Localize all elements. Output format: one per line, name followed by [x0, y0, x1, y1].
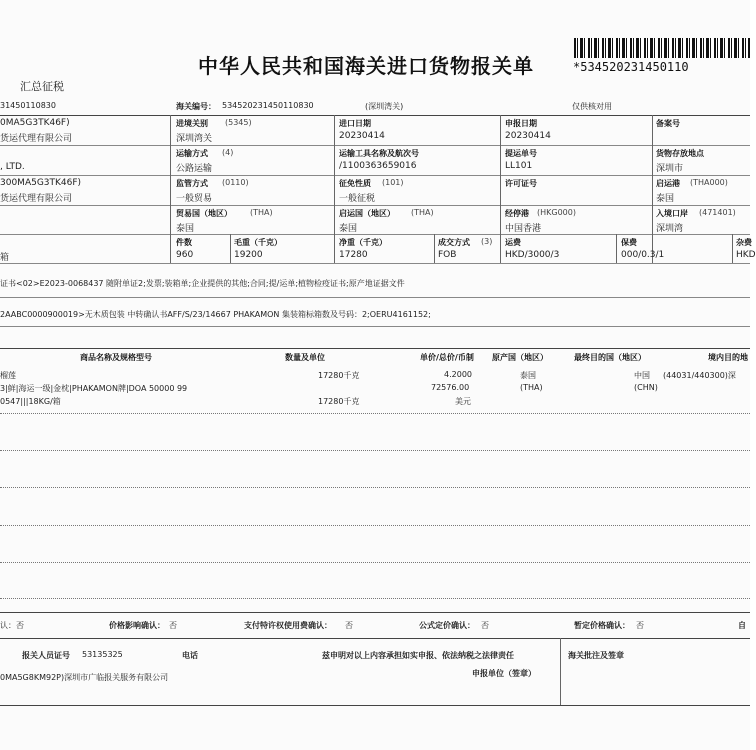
entry-port-value: 深圳湾关 [176, 134, 213, 144]
via-port-code: (HKG000) [537, 208, 576, 217]
grid-line [0, 348, 750, 349]
special-relation-confirm: 认：否 [0, 621, 24, 630]
pre-entry-number: 31450110830 [0, 101, 56, 110]
grid-line [230, 234, 231, 263]
origin-country-value: 泰国 [339, 224, 358, 234]
departure-port-label: 启运港 [656, 179, 680, 188]
transport-mode-value: 公路运输 [176, 164, 213, 174]
trade-country-value: 泰国 [176, 224, 195, 234]
provisional-price-value: 否 [636, 621, 644, 630]
entry-border-label: 入境口岸 [656, 209, 688, 218]
goods-destination-code: (CHN) [634, 383, 658, 392]
levy-nature-value: 一般征税 [339, 194, 376, 204]
goods-header-name: 商品名称及规格型号 [80, 353, 152, 362]
verify-only-note: 仅供核对用 [572, 102, 612, 111]
attached-documents: 证书<02>E2023-0068437 随附单证2;发票;装箱单;企业提供的其他;合同;提/运单;植物检疫证书;原产地证据文件 [0, 279, 405, 288]
departure-port-value: 泰国 [656, 194, 675, 204]
goods-destination: 中国 [634, 371, 650, 380]
liability-statement: 兹申明对以上内容承担如实申报、依法纳税之法律责任 [322, 651, 514, 660]
price-impact-label: 价格影响确认： [109, 621, 165, 630]
via-port-value: 中国香港 [505, 224, 542, 234]
grid-line [334, 115, 335, 263]
goods-currency: 美元 [455, 397, 471, 406]
grid-line [0, 297, 750, 298]
net-weight-value: 17280 [339, 250, 368, 260]
goods-header-domestic: 境内目的地 [708, 353, 748, 362]
grid-line [732, 234, 733, 263]
grid-line [0, 145, 750, 146]
misc-fee-value: HKD [736, 250, 756, 260]
declarant-no-value: 53135325 [82, 650, 123, 659]
origin-country-label: 启运国（地区） [339, 209, 395, 218]
gross-weight-label: 毛重（千克） [234, 238, 282, 247]
insurance-value: 000/0.3/1 [621, 250, 665, 260]
gross-weight-value: 19200 [234, 250, 263, 260]
self-report-label: 自 [738, 621, 746, 630]
item-separator [0, 598, 750, 599]
consignee-name: 货运代理有限公司 [0, 134, 73, 144]
formula-price-value: 否 [481, 621, 489, 630]
marks-remarks: 2AABC0000900019>无木质包装 中转确认书AFF/S/23/14667 PHAKAMON 集装箱标箱数及号码：2;OERU4161152; [0, 310, 431, 319]
customs-number-label: 海关编号： [176, 102, 216, 111]
consignor-name: , LTD. [0, 162, 25, 172]
goods-header-price: 单价/总价/币制 [420, 353, 474, 362]
goods-domestic-destination: (44031/440300)深 [663, 371, 736, 380]
item-separator [0, 413, 750, 414]
goods-spec-line-1: 3|鲜|海运一级|金枕|PHAKAMON牌|DOA 50000 99 [0, 384, 188, 393]
consignee-code: 0MA5G3TK46F) [0, 118, 70, 128]
consumer-code: 300MA5G3TK46F) [0, 178, 82, 188]
freight-value: HKD/3000/3 [505, 250, 560, 260]
goods-unit-price: 4.2000 [444, 370, 472, 379]
provisional-price-label: 暂定价格确认： [574, 621, 630, 630]
vehicle-label: 运输工具名称及航次号 [339, 149, 419, 158]
transport-mode-code: (4) [222, 148, 234, 157]
declarant-no-label: 报关人员证号 [22, 651, 70, 660]
insurance-label: 保费 [621, 238, 637, 247]
pieces-label: 件数 [176, 238, 192, 247]
consumer-name: 货运代理有限公司 [0, 194, 73, 204]
goods-header-origin: 原产国（地区） [492, 353, 548, 362]
supervision-value: 一般贸易 [176, 194, 213, 204]
formula-price-label: 公式定价确认： [419, 621, 475, 630]
grid-line [0, 205, 750, 206]
license-no-label: 许可证号 [505, 179, 537, 188]
entry-border-code: (471401) [699, 208, 736, 217]
goods-total-price: 72576.00 [431, 383, 470, 392]
entry-border-value: 深圳湾 [656, 224, 684, 234]
item-separator [0, 450, 750, 451]
via-port-label: 经停港 [505, 209, 529, 218]
item-separator [0, 562, 750, 563]
goods-origin: 泰国 [520, 371, 536, 380]
grid-line [0, 263, 750, 264]
grid-line [500, 115, 501, 263]
levy-nature-code: (101) [382, 178, 404, 187]
import-date-value: 20230414 [339, 131, 385, 141]
price-impact-value: 否 [169, 621, 177, 630]
goods-origin-code: (THA) [520, 383, 543, 392]
grid-line [0, 705, 750, 706]
item-separator [0, 487, 750, 488]
goods-header-qty: 数量及单位 [285, 353, 325, 362]
form-title: 中华人民共和国海关进口货物报关单 [198, 54, 534, 78]
grid-line [0, 326, 750, 327]
collect-tax-label: 汇总征税 [20, 80, 64, 93]
levy-nature-label: 征免性质 [339, 179, 371, 188]
goods-name: 榴莲 [0, 371, 16, 380]
import-date-label: 进口日期 [339, 119, 371, 128]
item-separator [0, 525, 750, 526]
origin-country-code: (THA) [411, 208, 434, 217]
royalty-value: 否 [345, 621, 353, 630]
grid-line [434, 234, 435, 263]
grid-line [616, 234, 617, 263]
record-no-label: 备案号 [656, 119, 680, 128]
goods-header-dest: 最终目的国（地区） [574, 353, 646, 362]
departure-port-code: (THA000) [690, 178, 728, 187]
supervision-code: (0110) [222, 178, 249, 187]
storage-place-label: 货物存放地点 [656, 149, 704, 158]
grid-line [170, 234, 171, 263]
trade-country-label: 贸易国（地区） [176, 209, 232, 218]
customs-number: 534520231450110830 [222, 101, 314, 110]
barcode-image [574, 38, 750, 58]
deal-mode-label: 成交方式 [438, 238, 470, 247]
declare-unit-seal-label: 申报单位（签章） [472, 669, 536, 678]
serial-number: *534520231450110 [573, 60, 689, 74]
pack-type: 箱 [0, 253, 10, 263]
bill-no-label: 提运单号 [505, 149, 537, 158]
goods-qty-1: 17280千克 [318, 371, 360, 380]
goods-qty-2: 17280千克 [318, 397, 360, 406]
phone-label: 电话 [182, 651, 198, 660]
declare-date-value: 20230414 [505, 131, 551, 141]
pieces-value: 960 [176, 250, 194, 260]
trade-country-code: (THA) [250, 208, 273, 217]
goods-spec-line-2: 0547|||18KG/箱 [0, 397, 61, 406]
grid-line [0, 234, 750, 235]
grid-line [0, 175, 750, 176]
net-weight-label: 净重（千克） [339, 238, 387, 247]
grid-line [560, 638, 561, 705]
declare-date-label: 申报日期 [505, 119, 537, 128]
customs-annotation-label: 海关批注及签章 [568, 651, 624, 660]
customs-office: (深圳湾关) [365, 102, 404, 111]
entry-port-code: (5345) [225, 118, 252, 127]
grid-line [0, 115, 750, 116]
entry-port-label: 进境关别 [176, 119, 208, 128]
grid-line [652, 115, 653, 263]
royalty-label: 支付特许权使用费确认： [244, 621, 332, 630]
grid-line [0, 638, 750, 639]
deal-mode-code: (3) [481, 237, 493, 246]
bill-no-value: LL101 [505, 161, 533, 171]
transport-mode-label: 运输方式 [176, 149, 208, 158]
freight-label: 运费 [505, 238, 521, 247]
storage-place-value: 深圳市 [656, 164, 684, 174]
misc-fee-label: 杂费 [736, 238, 752, 247]
grid-line [0, 612, 750, 613]
declaring-agent: 0MA5G8KM92P)深圳市广临报关服务有限公司 [0, 673, 169, 682]
vehicle-value: /1100363659016 [339, 161, 417, 171]
deal-mode-value: FOB [438, 250, 457, 260]
supervision-label: 监管方式 [176, 179, 208, 188]
